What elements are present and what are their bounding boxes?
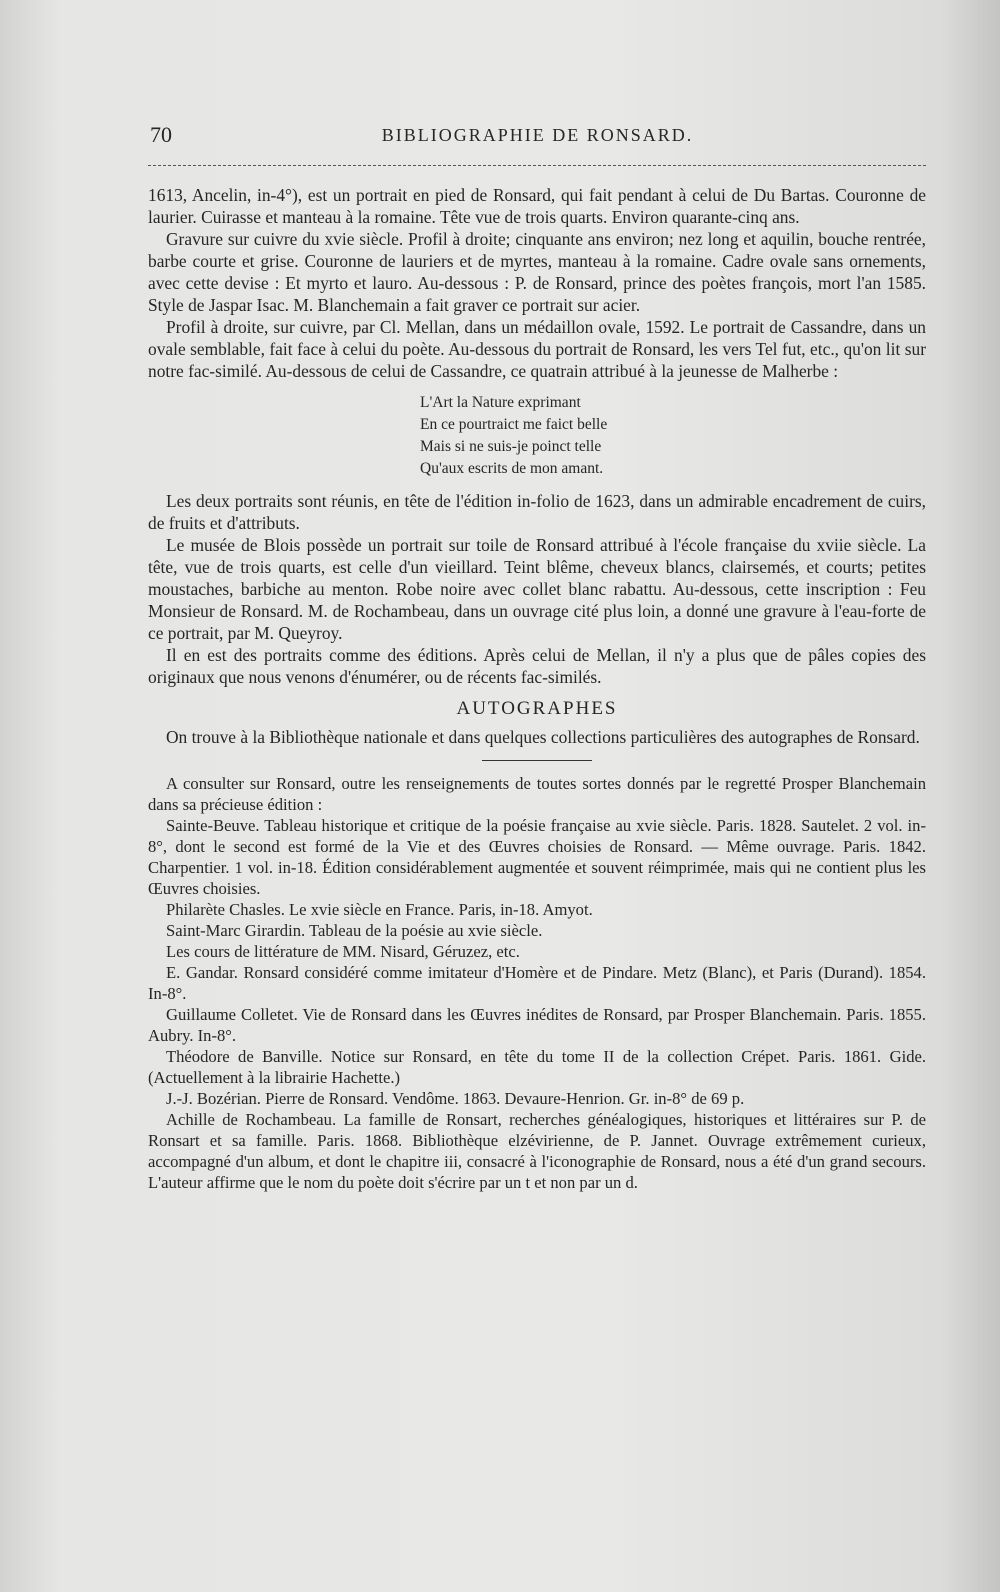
section-divider bbox=[482, 760, 592, 761]
reference-item: Achille de Rochambeau. La famille de Ronsart, recherches généalogiques, historiques et littéraires sur P. de Ronsart et sa famille. Paris. 1868. Bibliothèque elzévirienne, de P. Jannet. Ouvrage extrêmement curieux, accompagné d'un album, et dont le chapitre iii, consacré à l'iconographie de Ronsard, nous a été d'un grand secours. L'auteur affirme que le nom du poète doit s'écrire par un t et non par un d. bbox=[148, 1110, 926, 1192]
reference-item: Saint-Marc Girardin. Tableau de la poésie au xvie siècle. bbox=[166, 921, 543, 940]
reference-item: E. Gandar. Ronsard considéré comme imitateur d'Homère et de Pindare. Metz (Blanc), et Paris (Durand). 1854. In-8°. bbox=[148, 963, 926, 1003]
verse-line: Mais si ne suis-je poinct telle bbox=[420, 438, 602, 455]
references-intro: A consulter sur Ronsard, outre les renseignements de toutes sortes donnés par le regretté Prosper Blanchemain dans sa précieuse édition : bbox=[148, 774, 926, 814]
page-body bbox=[148, 184, 926, 1193]
paragraph-copies: Il en est des portraits comme des éditions. Après celui de Mellan, il n'y a plus que de pâles copies des originaux que nous venons d'énumérer, ou de récents fac-similés. bbox=[148, 645, 926, 687]
reference-item: Les cours de littérature de MM. Nisard, Géruzez, etc. bbox=[166, 942, 520, 961]
verse-line: En ce pourtraict me faict belle bbox=[420, 416, 608, 433]
references-list bbox=[148, 773, 926, 1193]
verse-line: Qu'aux escrits de mon amant. bbox=[420, 460, 604, 477]
paragraph-musee-blois: Le musée de Blois possède un portrait sur toile de Ronsard attribué à l'école française du xviie siècle. La tête, vue de trois quarts, est celle d'un vieillard. Teint blême, cheveux blancs, clairsemés, et courts; petites moustaches, barbiche au menton. Robe noire avec collet blanc rabattu. Au-dessous, cette inscription : Feu Monsieur de Ronsard. M. de Rochambeau, dans un ouvrage cité plus loin, a donné une gravure à l'eau-forte de ce portrait, par M. Queyroy. bbox=[148, 535, 926, 643]
paragraph-portrait-ancelin: 1613, Ancelin, in-4°), est un portrait en pied de Ronsard, qui fait pendant à celui de Du Bartas. Couronne de laurier. Cuirasse et manteau à la romaine. Tête vue de trois quarts. Environ quarante-cinq ans. bbox=[148, 185, 926, 227]
header-rule bbox=[148, 165, 926, 166]
paragraph-autographes: On trouve à la Bibliothèque nationale et dans quelques collections particulières des autographes de Ronsard. bbox=[166, 727, 920, 747]
page-header bbox=[150, 122, 925, 156]
page-number: 70 bbox=[150, 122, 172, 147]
verse-line: L'Art la Nature exprimant bbox=[420, 394, 581, 411]
quatrain bbox=[420, 392, 926, 480]
reference-item: Théodore de Banville. Notice sur Ronsard, en tête du tome II de la collection Crépet. Paris. 1861. Gide. (Actuellement à la librairie Hachette.) bbox=[148, 1047, 926, 1087]
paragraph-engraving-copper: Gravure sur cuivre du xvie siècle. Profil à droite; cinquante ans environ; nez long et aquilin, bouche rentrée, barbe courte et grise. Couronne de lauriers et de myrtes, manteau à la romaine. Cadre ovale sans ornements, avec cette devise : Et myrto et lauro. Au-dessous : P. de Ronsard, prince des poètes françois, mort l'an 1585. Style de Jaspar Isac. M. Blanchemain a fait graver ce portrait sur acier. bbox=[148, 229, 926, 315]
reference-item: Philarète Chasles. Le xvie siècle en France. Paris, in-18. Amyot. bbox=[166, 900, 593, 919]
paragraph-mellan-profile: Profil à droite, sur cuivre, par Cl. Mellan, dans un médaillon ovale, 1592. Le portrait de Cassandre, dans un ovale semblable, fait face à celui du poète. Au-dessous du portrait de Ronsard, les vers Tel fut, etc., qu'on lit sur notre fac-similé. Au-dessous de celui de Cassandre, ce quatrain attribué à la jeunesse de Malherbe : bbox=[148, 317, 926, 381]
reference-item: Guillaume Colletet. Vie de Ronsard dans les Œuvres inédites de Ronsard, par Prosper Blanchemain. Paris. 1855. Aubry. In-8°. bbox=[148, 1005, 926, 1045]
running-title: BIBLIOGRAPHIE DE RONSARD. bbox=[381, 125, 694, 145]
section-title-autographes: AUTOGRAPHES bbox=[456, 698, 618, 719]
reference-item: Sainte-Beuve. Tableau historique et critique de la poésie française au xvie siècle. Paris. 1828. Sautelet. 2 vol. in-8°, dont le second est formé de la Vie et des Œuvres choisies de Ronsard. — Même ouvrage. Paris. 1842. Charpentier. 1 vol. in-18. Édition considérablement augmentée et souvent réimprimée, mais qui ne contient plus les Œuvres choisies. bbox=[148, 816, 926, 898]
paragraph-edition-1623: Les deux portraits sont réunis, en tête de l'édition in-folio de 1623, dans un admirable encadrement de cuirs, de fruits et d'attributs. bbox=[148, 491, 926, 533]
reference-item: J.-J. Bozérian. Pierre de Ronsard. Vendôme. 1863. Devaure-Henrion. Gr. in-8° de 69 p. bbox=[166, 1089, 745, 1108]
